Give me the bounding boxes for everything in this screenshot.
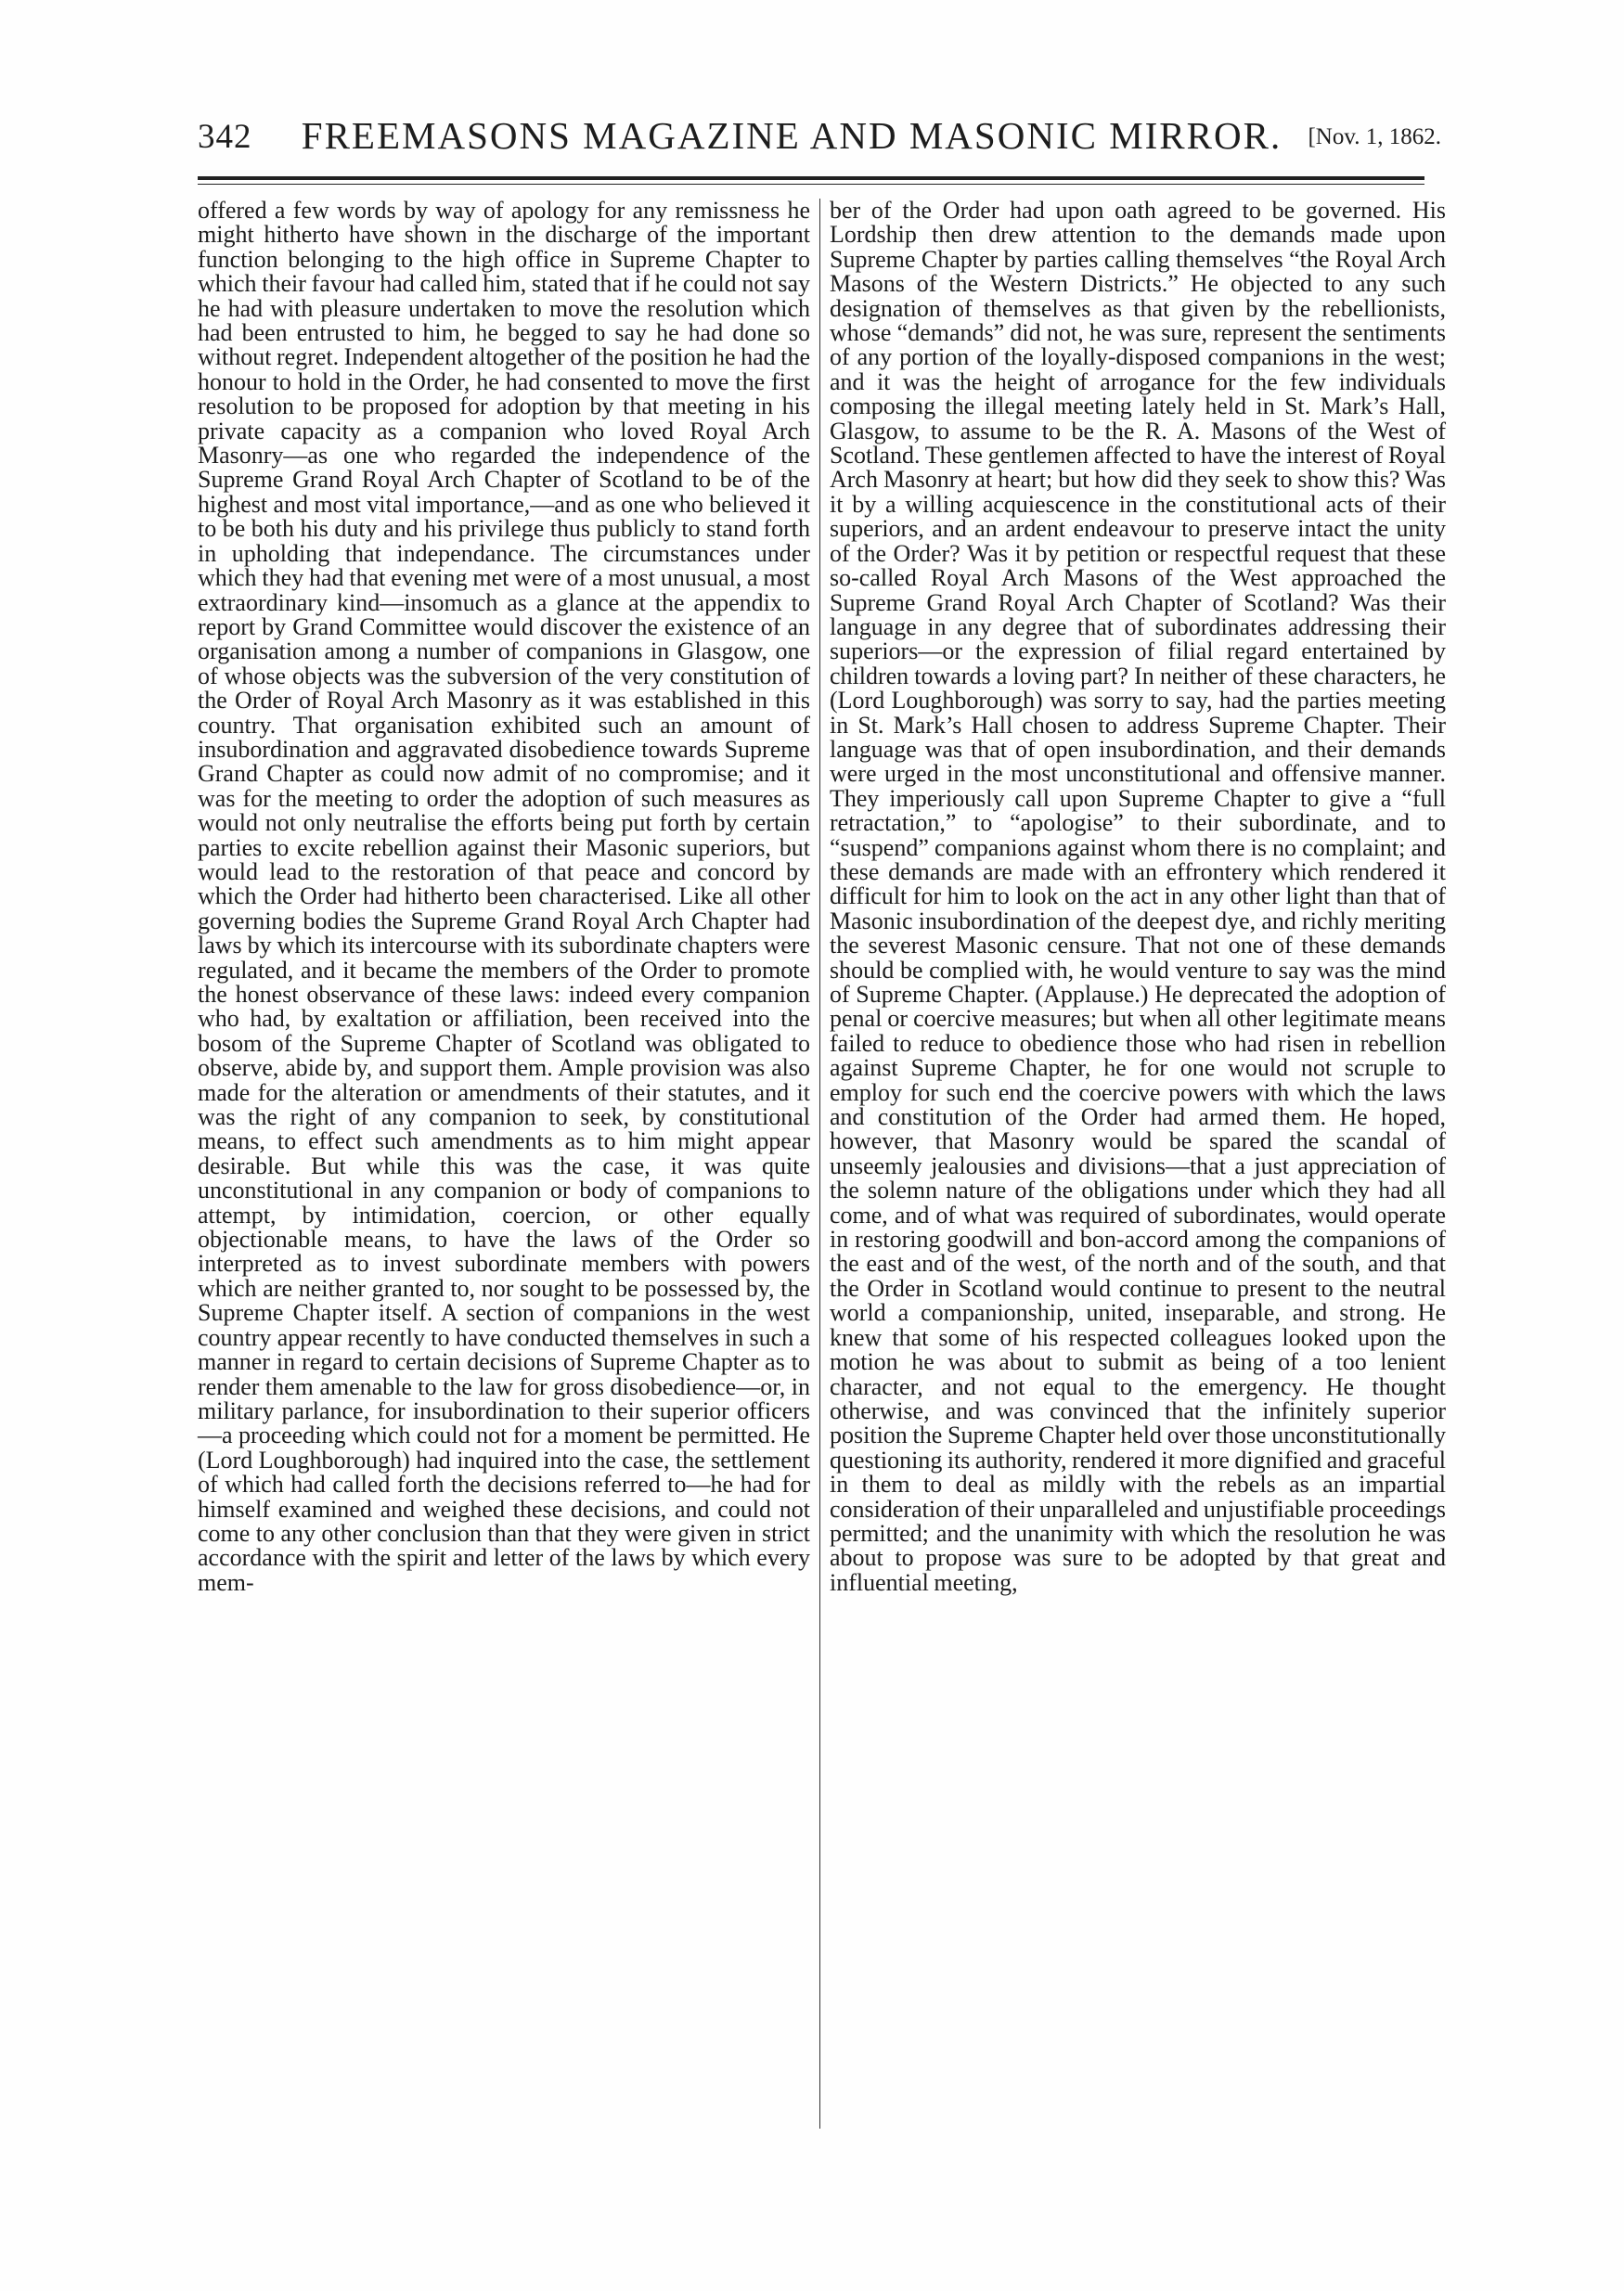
header-rule-thick: [198, 176, 1424, 180]
magazine-title: FREEMASONS MAGAZINE AND MASONIC MIRROR.: [301, 114, 1282, 157]
issue-date: [Nov. 1, 1862.: [1308, 124, 1441, 149]
column-divider: [819, 199, 820, 2129]
right-column-text: ber of the Order had upon oath agreed to be governed. His Lordship then drew attention to the demands made upon Supreme Chapter by parties calling themselves “the Royal Arch Masons of the Western Districts.” He objected to any such designation of themselves as that given by the rebellionists, whose “demands” did not, he was sure, represent the sentiments of any portion of the loyally-disposed companions in the west; and it was the height of arrogance for the few individuals composing the illegal meeting lately held in St. Mark’s Hall, Glasgow, to assume to be the R. A. Masons of the West of Scotland. These gentlemen affected to have the interest of Royal Arch Masonry at heart; but how did they seek to show this? Was it by a willing acquiescence in the constitutional acts of their superiors, and an ardent endeavour to preserve intact the unity of the Order? Was it by petition or respectful request that these so-called Royal Arch Masons of the West approached the Supreme Grand Royal Arch Chapter of Scotland? Was their language in any degree that of subordinates addressing their superiors—or the expression of filial regard entertained by children towards a loving part? In neither of these characters, he (Lord Loughborough) was sorry to say, had the parties meeting in St. Mark’s Hall chosen to address Supreme Chapter. Their language was that of open insubordination, and their demands were urged in the most unconstitutional and offensive manner. They imperiously call upon Supreme Chapter to give a “full retractation,” to “apologise” to their subordinate, and to “suspend” companions against whom there is no complaint; and these demands are made with an effrontery which rendered it difficult for him to look on the act in any other light than that of Masonic insubordination of the deepest dye, and richly meriting the severest Masonic censure. That not one of these demands should be complied with, he would venture to say was the mind of Supreme Chapter. (Applause.) He deprecated the adoption of penal or coercive measures; but when all other legitimate means failed to reduce to obedience those who had risen in rebellion against Supreme Chapter, he for one would not scruple to employ for such end the coercive powers with which the laws and constitution of the Order had armed them. He hoped, however, that Masonry would be spared the scandal of unseemly jealousies and divisions—that a just appreciation of the solemn nature of the obligations under which they had all come, and of what was required of subordinates, would operate in restoring goodwill and bon-accord among the companions of the east and of the west, of the north and of the south, and that the Order in Scotland would continue to present to the neutral world a companionship, united, inseparable, and strong. He knew that some of his respected colleagues looked upon the motion he was about to submit as being of a too lenient character, and not equal to the emergency. He thought otherwise, and was convinced that the infinitely superior position the Supreme Chapter held over those unconstitutionally questioning its authority, rendered it more dignified and graceful in them to deal as mildly with the rebels as an impartial consideration of their unparalleled and unjustifiable proceedings permitted; and the unanimity with which the resolution he was about to propose was sure to be adopted by that great and influential meeting,: [830, 197, 1446, 1596]
right-column: [830, 199, 1446, 1595]
left-column-text: offered a few words by way of apology for any remissness he might hitherto have shown in the discharge of the important function belonging to the high office in Supreme Chapter to which their favour had called him, stated that if he could not say he had with pleasure undertaken to move the resolution which had been entrusted to him, he begged to say he had done so without regret. Independent altogether of the position he had the honour to hold in the Order, he had consented to move the first resolution to be proposed for adoption by that meeting in his private capacity as a companion who loved Royal Arch Masonry—as one who regarded the independence of the Supreme Grand Royal Arch Chapter of Scotland to be of the highest and most vital importance,—and as one who believed it to be both his duty and his privilege thus publicly to stand forth in upholding that independance. The circumstances under which they had that evening met were of a most unusual, a most extraordinary kind—insomuch as a glance at the appendix to report by Grand Committee would discover the existence of an organisation among a number of companions in Glasgow, one of whose objects was the subversion of the very constitution of the Order of Royal Arch Masonry as it was established in this country. That organisation exhibited such an amount of insubordination and aggravated disobedience towards Supreme Grand Chapter as could now admit of no compromise; and it was for the meeting to order the adoption of such measures as would not only neutralise the efforts being put forth by certain parties to excite rebellion against their Masonic superiors, but would lead to the restoration of that peace and concord by which the Order had hitherto been characterised. Like all other governing bodies the Supreme Grand Royal Arch Chapter had laws by which its intercourse with its subordinate chapters were regulated, and it became the members of the Order to promote the honest observance of these laws: indeed every companion who had, by exaltation or affiliation, been received into the bosom of the Supreme Chapter of Scotland was obligated to observe, abide by, and support them. Ample provision was also made for the alteration or amendments of their statutes, and it was the right of any companion to seek, by constitutional means, to effect such amendments as to him might appear desirable. But while this was the case, it was quite unconstitutional in any companion or body of companions to attempt, by intimidation, coercion, or other equally objectionable means, to have the laws of the Order so interpreted as to invest subordinate members with powers which are neither granted to, nor sought to be possessed by, the Supreme Chapter itself. A section of companions in the west country appear recently to have conducted themselves in such a manner in regard to certain decisions of Supreme Chapter as to render them amenable to the law for gross disobedience—or, in military parlance, for insubordination to their superior officers—a proceeding which could not for a moment be permitted. He (Lord Loughborough) had inquired into the case, the settlement of which had called forth the decisions referred to—he had for himself examined and weighed these decisions, and could not come to any other conclusion than that they were given in strict accordance with the spirit and letter of the laws by which every mem-: [198, 197, 810, 1596]
header-rule-thin: [198, 184, 1424, 185]
left-column: [198, 199, 810, 1595]
page-header: [198, 111, 1441, 167]
page-number: 342: [198, 118, 252, 156]
